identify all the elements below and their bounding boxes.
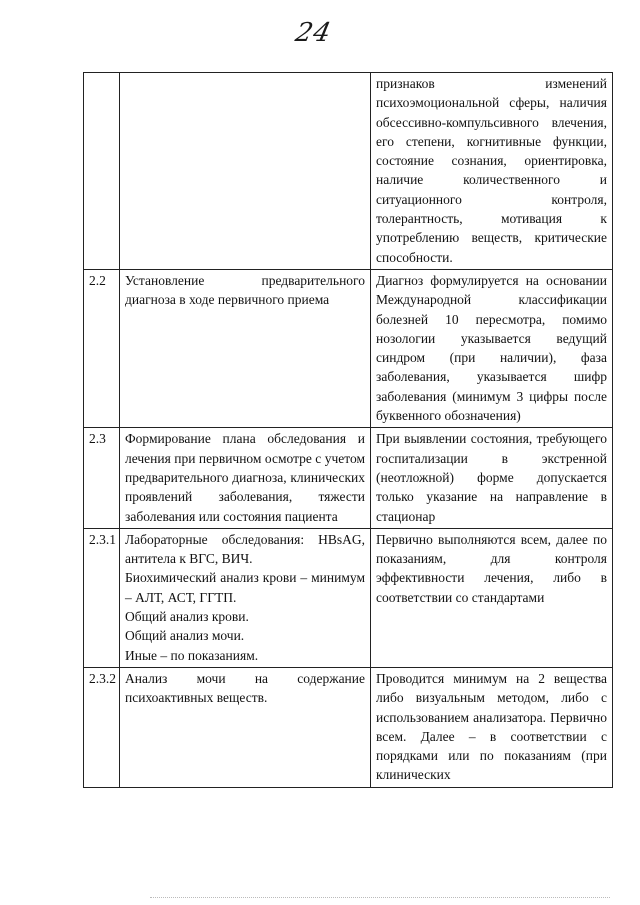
row-description-cell: Диагноз формулируется на основании Международной классификации болезней 10 пересмотра, помимо нозологии указывается ведущий синдром (при наличии), фаза заболевания, указывается шифр заболевания (минимум 3 цифры после буквенного обозначения) (371, 269, 613, 427)
other-tests-line: Иные – по показаниям. (125, 647, 259, 663)
blood-test-line: Общий анализ крови. (125, 609, 249, 625)
page-number: 24 (292, 18, 335, 48)
table-row (84, 269, 613, 427)
row-description-cell: Первично выполняются всем, далее по показаниям, для контроля эффективности лечения, либо в соответствии со стандартами (371, 528, 613, 667)
table-row (84, 667, 613, 787)
row-number-cell (84, 73, 120, 270)
table-row (84, 73, 613, 270)
row-name-cell: Формирование плана обследования и лечения при первичном осмотре с учетом предварительного диагноза, клинических проявлений заболевания, тяжести заболевания или состояния пациента (120, 428, 371, 528)
table-row (84, 528, 613, 667)
row-name-cell: Анализ мочи на содержание психоактивных веществ. (120, 667, 371, 787)
row-number-cell: 2.3.2 (84, 667, 120, 787)
row-number-cell: 2.3 (84, 428, 120, 528)
row-number-cell: 2.3.1 (84, 528, 120, 667)
row-description-cell: Проводится минимум на 2 вещества либо визуальным методом, либо с использованием анализатора. Первично всем. Далее – в соответствии с порядками или по показаниям (при клинических (371, 667, 613, 787)
row-name-cell (120, 73, 371, 270)
row-description-cell: признаков изменений психоэмоциональной сферы, наличия обсессивно-компульсивного влечения, его степени, когнитивные функции, состояние сознания, ориентировка, наличие количественного и ситуационного контроля, толерантность, мотивация к употреблению веществ, критические способности. (371, 73, 613, 270)
row-number-cell: 2.2 (84, 269, 120, 427)
lab-tests-line: Лабораторные обследования: HBsAG, антитела к ВГС, ВИЧ. (125, 531, 365, 567)
row-name-cell (120, 528, 371, 667)
table-row (84, 428, 613, 528)
clinical-procedure-table (83, 72, 613, 788)
biochem-line: Биохимический анализ крови – минимум – АЛТ, АСТ, ГГТП. (125, 570, 365, 605)
scan-edge-divider (150, 897, 610, 898)
urine-test-line: Общий анализ мочи. (125, 628, 245, 644)
row-description-cell: При выявлении состояния, требующего госпитализации в экстренной (неотложной) форме допускается только указание на направление в стационар (371, 428, 613, 528)
row-name-cell: Установление предварительного диагноза в ходе первичного приема (120, 269, 371, 427)
